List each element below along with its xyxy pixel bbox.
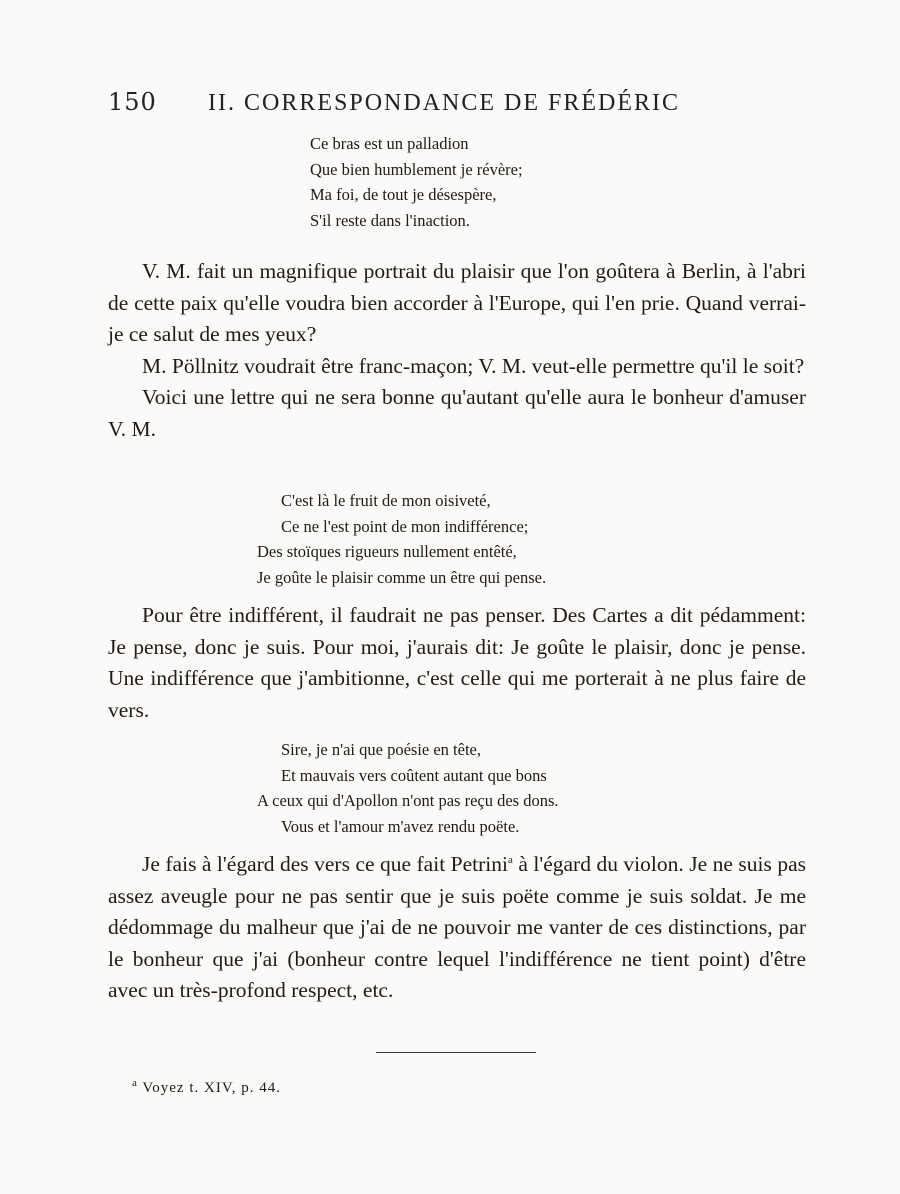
prose-block-1 [108,256,806,445]
verse-line: Je goûte le plaisir comme un être qui pense. [257,567,547,587]
verse-block-2 [257,488,546,590]
verse-line: Et mauvais vers coûtent autant que bons [281,765,547,785]
paragraph [108,849,806,1007]
verse-line: Vous et l'amour m'avez rendu poëte. [281,816,520,836]
page-number: 150 [108,88,157,116]
verse-block-3 [257,737,559,839]
paragraph: Voici une lettre qui ne sera bonne qu'autant qu'elle aura le bonheur d'amuser V. M. [108,385,806,441]
verse-line: Des stoïques rigueurs nullement entêté, [257,542,517,561]
verse-line: S'il reste dans l'inaction. [310,210,470,230]
footnote-marker: a [132,1077,138,1089]
paragraph: M. Pöllnitz voudrait être franc-maçon; V. M. veut-elle permettre qu'il le soit? [142,353,805,378]
running-header [108,88,808,117]
paragraph: Pour être indifférent, il faudrait ne pas penser. Des Cartes a dit pédamment: Je pense, donc je suis. Pour moi, j'aurais dit: Je goûte le plaisir, donc je pense. Une indifférence que j'ambitionne, c'est celle qui me porterait à ne plus faire de vers. [108,603,806,722]
footnote-text: Voyez t. XIV, p. 44. [142,1080,281,1096]
paragraph: V. M. fait un magnifique portrait du plaisir que l'on goûtera à Berlin, à l'abri de cette paix qu'elle voudra bien accorder à l'Europe, qui l'en prie. Quand verrai-je ce salut de mes yeux? [108,259,806,346]
footnote [132,1077,281,1097]
verse-line: A ceux qui d'Apollon n'ont pas reçu des dons. [257,791,559,810]
verse-block-1 [310,131,523,233]
paragraph-text: Je fais à l'égard des vers ce que fait Petrini [142,852,508,876]
verse-line: Ma foi, de tout je désespère, [310,185,497,204]
running-title: II. CORRESPONDANCE DE FRÉDÉRIC [208,90,681,116]
paragraph-text: à l'égard du violon. Je ne suis pas assez aveugle pour ne pas sentir que je suis poëte comme je suis soldat. Je me dédommage du malheur que j'ai de ne pouvoir me vanter de ces distinctions, par le bonheur que j'ai (bonheur contre lequel l'indifférence ne tient point) d'être avec un très-profond respect, etc. [108,852,806,1002]
verse-line: Que bien humblement je révère; [310,159,523,179]
verse-line: C'est là le fruit de mon oisiveté, [281,491,491,510]
footnote-ref: a [507,853,513,866]
footnote-divider [376,1052,536,1053]
verse-line: Ce bras est un palladion [310,134,469,153]
verse-line: Ce ne l'est point de mon indifférence; [281,516,529,536]
prose-block-2 [108,600,806,726]
verse-line: Sire, je n'ai que poésie en tête, [281,740,481,759]
prose-block-3 [108,849,806,1007]
